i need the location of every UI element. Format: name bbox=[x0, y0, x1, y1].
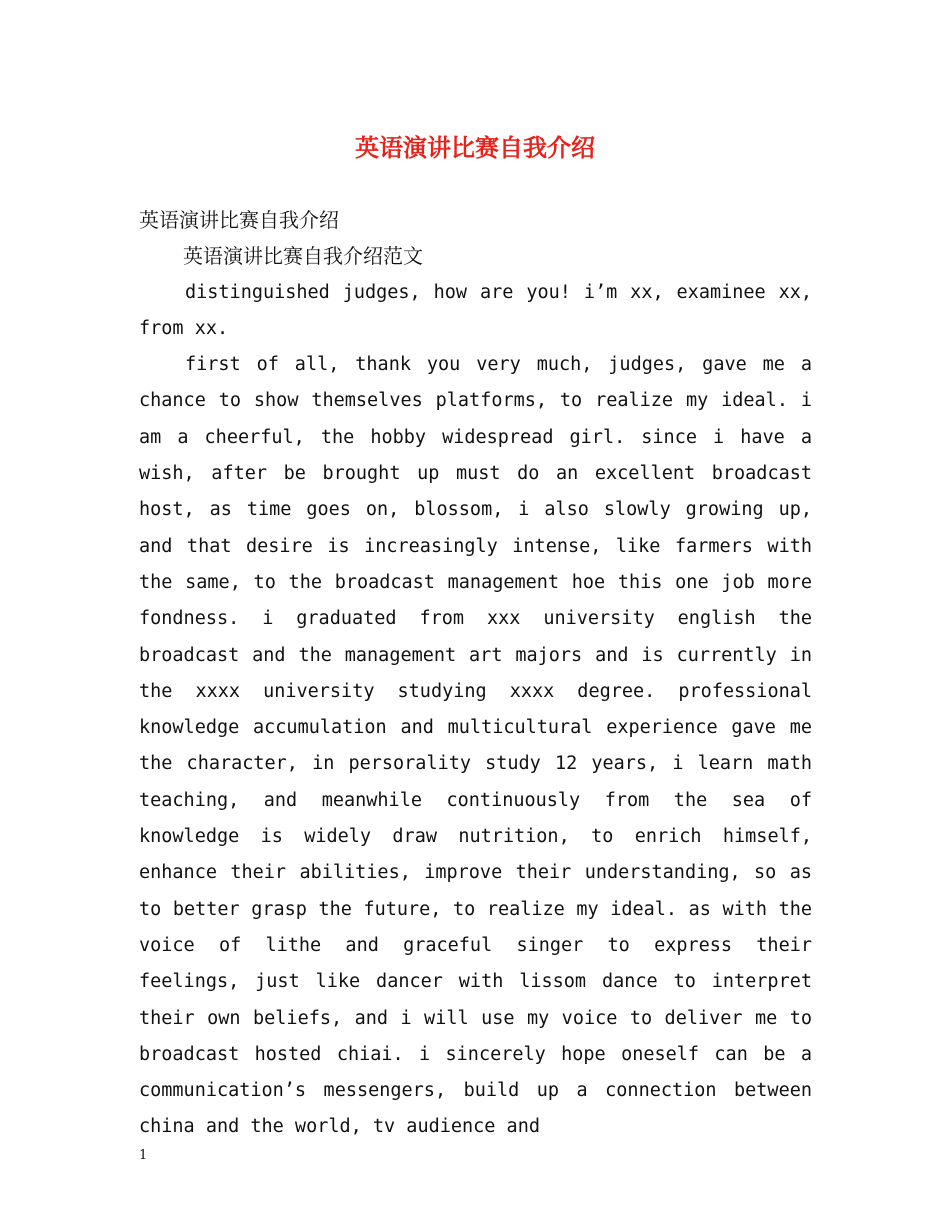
document-body bbox=[139, 202, 812, 1146]
paragraph-introduction: first of all, thank you very much, judges, gave me a chance to show themselves platforms, to realize my ideal. i am a cheerful, the hobby widespread girl. since i have a wish, after be brought up must do an excellent broadcast host, as time goes on, blossom, i also slowly growing up, and that desire is increasingly intense, like farmers with the same, to the broadcast management hoe this one job more fondness. i graduated from xxx university english the broadcast and the management art majors and is currently in the xxxx university studying xxxx degree. professional knowledge accumulation and multicultural experience gave me the character, in persorality study 12 years, i learn math teaching, and meanwhile continuously from the sea of knowledge is widely draw nutrition, to enrich himself, enhance their abilities, improve their understanding, so as to better grasp the future, to realize my ideal. as with the voice of lithe and graceful singer to express their feelings, just like dancer with lissom dance to interpret their own beliefs, and i will use my voice to deliver me to broadcast hosted chiai. i sincerely hope oneself can be a communication’s messengers, build up a connection between china and the world, tv audience and bbox=[139, 354, 812, 1138]
page-number: 1 bbox=[139, 1148, 148, 1163]
paragraph-greeting: distinguished judges, how are you! i’m xx, examinee xx, from xx. bbox=[139, 281, 812, 339]
document-title: 英语演讲比赛自我介绍 bbox=[355, 133, 595, 162]
section-heading: 英语演讲比赛自我介绍 bbox=[139, 208, 339, 232]
section-subheading: 英语演讲比赛自我介绍范文 bbox=[183, 244, 423, 269]
